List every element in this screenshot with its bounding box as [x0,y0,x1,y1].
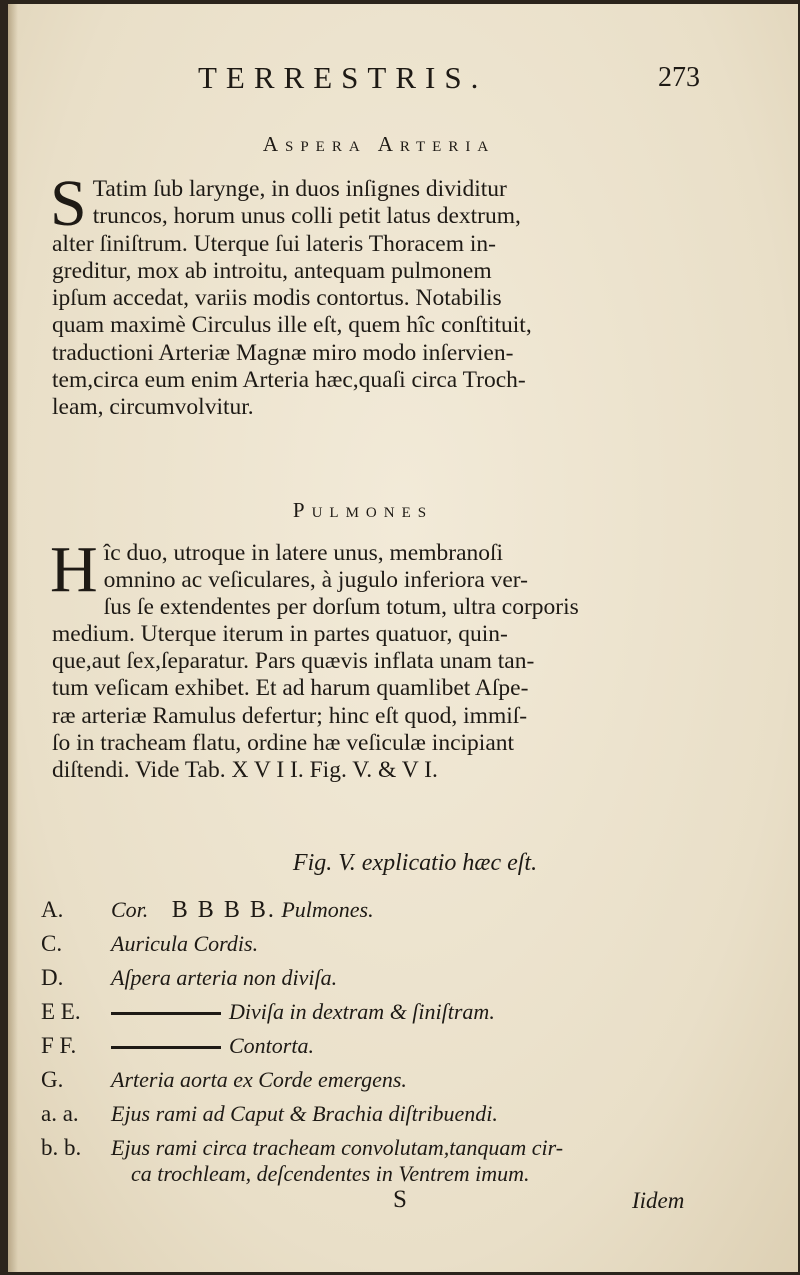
drop-capital: S [50,167,87,240]
text-line: ſo in tracheam flatu, ordine hæ veſiculæ incipiant [52,729,515,756]
legend-text [111,897,374,924]
legend-text: Auricula Cordis. [111,931,259,956]
text-line: leam, circumvolvitur. [52,394,254,421]
leader-dash [111,1046,221,1049]
legend-text [111,1135,563,1187]
legend-row [41,931,721,965]
paragraph-aspera-arteria [50,167,712,422]
paragraph-pulmones [50,533,712,784]
text-line: truncos, horum unus colli petit latus dextrum, [92,203,521,230]
legend-desc: Ejus rami circa tracheam convolutam,tanquam cir- [111,1135,564,1160]
legend-key: a. a. [41,1101,79,1126]
text-line: ſus ſe extendentes per dorſum totum, ultra corporis [103,594,579,621]
text-line: ræ arteriæ Ramulus defertur; hinc eſt quod, immiſ- [52,702,528,729]
text-line: îc duo, utroque in latere unus, membranoſi [103,540,504,566]
text-line: tum veſicam exhibet. Et ad harum quamlibet Aſpe- [52,675,529,702]
text-line: medium. Uterque iterum in partes quatuor, quin- [52,621,508,648]
legend-desc: Contorta. [229,1033,314,1058]
text-line: omnino ac veſiculares, à jugulo inferiora ver- [103,567,528,594]
text-line: Tatim ſub larynge, in duos inſignes dividitur [92,176,507,202]
legend-prefix: Cor. [111,897,149,922]
text-line: alter ſiniſtrum. Uterque ſui lateris Thoracem in- [52,230,496,257]
legend-row [41,1067,721,1101]
text-line: que,aut ſex,ſeparatur. Pars quævis inflata unam tan- [52,648,535,675]
text-line: diſtendi. Vide Tab. X V I I. Fig. V. & V I. [52,756,438,783]
legend-key: E E. [41,999,81,1024]
signature-mark: S [393,1186,407,1213]
running-title: TERRESTRIS. [198,60,488,95]
legend-key: C. [41,931,63,956]
legend-mid: B B B B. [171,897,276,923]
book-page [8,4,798,1272]
figure-caption: Fig. V. explicatio hæc eſt. [292,850,538,876]
legend-key: b. b. [41,1135,82,1160]
legend-text: Arteria aorta ex Corde emergens. [111,1067,407,1092]
legend-key: A. [41,897,64,922]
legend-key: D. [41,965,64,990]
text-line: quam maximè Circulus ille eſt, quem hîc conſtituit, [52,312,532,339]
legend-row [41,999,721,1033]
catchword: Iidem [632,1188,685,1213]
page-number: 273 [658,62,700,93]
legend-desc: Pulmones. [281,897,374,922]
legend-desc-continued: ca trochleam, deſcendentes in Ventrem imum. [131,1161,530,1186]
legend-key: F F. [41,1033,77,1058]
legend-text: Ejus rami ad Caput & Brachia diſtribuendi. [111,1101,498,1126]
legend-row [41,1101,721,1135]
legend-key: G. [41,1067,64,1092]
text-line: traductioni Arteriæ Magnæ miro modo inſervien- [52,339,514,366]
leader-dash [111,1012,221,1015]
legend-text [111,1033,314,1059]
legend-row [41,1033,721,1067]
page-gutter [8,4,18,1272]
legend-text [111,999,495,1025]
section-heading-aspera-arteria: Aspera Arteria [262,132,496,156]
page-footer [8,1186,798,1226]
legend-row [41,897,721,931]
text-line: greditur, mox ab introitu, antequam pulmonem [52,257,492,284]
text-line: tem,circa eum enim Arteria hæc,quaſi circa Troch- [52,367,526,394]
figure-legend [41,897,721,1197]
legend-row [41,965,721,999]
page-header [8,56,798,96]
section-heading-pulmones: Pulmones [292,498,434,522]
legend-desc: Diviſa in dextram & ſiniſtram. [229,999,495,1024]
legend-text: Aſpera arteria non diviſa. [111,965,338,990]
drop-capital: H [50,533,98,606]
text-line: ipſum accedat, variis modis contortus. Notabilis [52,285,502,312]
